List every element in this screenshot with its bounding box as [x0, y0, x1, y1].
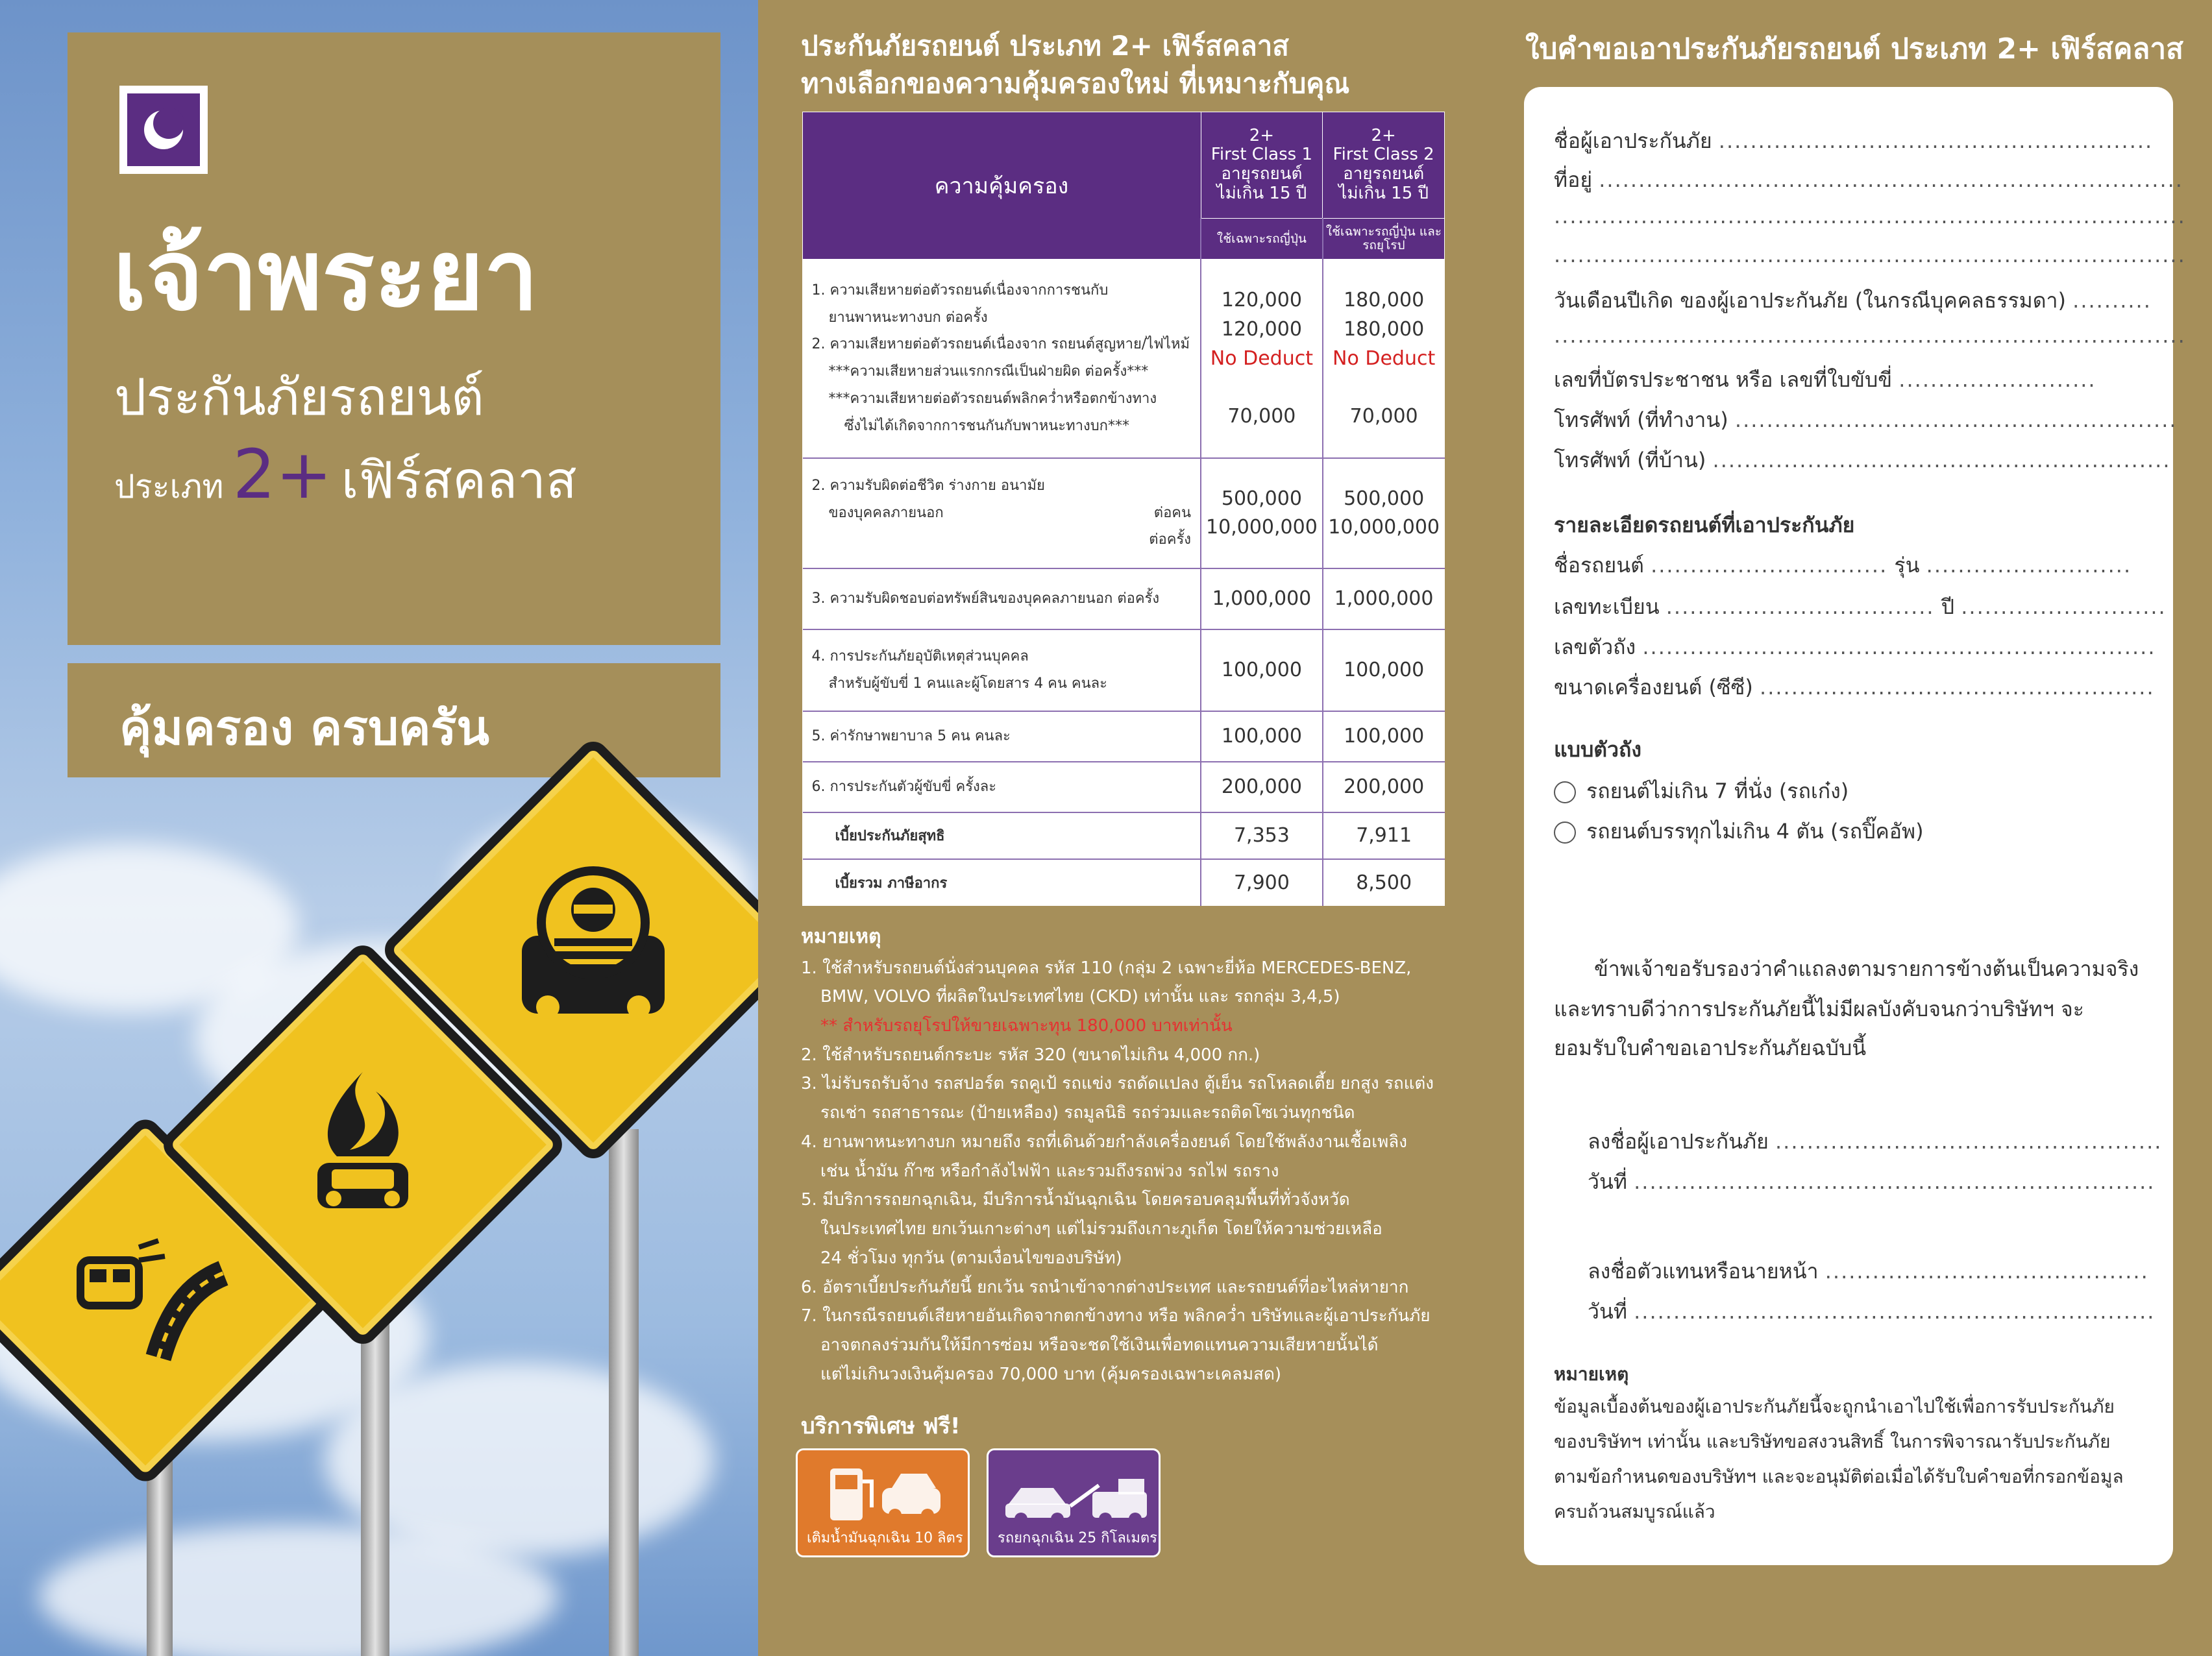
note-line: BMW, VOLVO ที่ผลิตในประเทศไทย (CKD) เท่านั้น และ รถกลุ่ม 3,4,5) — [820, 987, 1340, 1007]
plan2-value: 180,000 180,000 No Deduct 70,000 — [1323, 260, 1445, 458]
notes-title: หมายเหตุ — [801, 925, 881, 948]
coverage-subtitle: ทางเลือกของความคุ้มครองใหม่ ที่เหมาะกับคุณ — [801, 67, 1350, 99]
plan2-value: 500,000 10,000,000 — [1323, 458, 1445, 568]
plan2-restriction: ใช้เฉพาะรถญี่ปุ่น และรถยุโรป — [1323, 218, 1445, 259]
moon-logo-icon — [119, 86, 208, 174]
form-note-line: ครบถ้วนสมบูรณ์แล้ว — [1554, 1501, 1715, 1522]
id-card-field[interactable]: เลขที่บัตรประชาชน หรือ เลขที่ใบขับขี่ ......................... — [1554, 367, 2096, 392]
table-row — [803, 568, 1445, 629]
plan1-value: 100,000 — [1201, 629, 1323, 711]
cover-panel — [0, 0, 758, 1656]
insured-signature-field[interactable]: ลงชื่อผู้เอาประกันภัย ................................................. — [1588, 1129, 2163, 1154]
coverage-item-medical: 5. ค่ารักษาพยาบาล 5 คน คนละ — [803, 711, 1201, 762]
coverage-table — [802, 112, 1445, 906]
plan1-value: 200,000 — [1201, 762, 1323, 812]
agent-signature-field[interactable]: ลงชื่อตัวแทนหรือนายหน้า ......................................... — [1588, 1259, 2149, 1284]
insured-name-field[interactable]: ชื่อผู้เอาประกันภัย ....................................................... — [1554, 128, 2154, 153]
sedan-radio[interactable] — [1554, 781, 1576, 803]
application-form-panel — [1472, 0, 2212, 1656]
services-title: บริการพิเศษ ฟรี! — [801, 1413, 961, 1439]
table-row — [803, 711, 1445, 762]
towing-service-card — [987, 1448, 1161, 1557]
table-row — [803, 458, 1445, 568]
slogan: คุ้มครอง ครบครัน — [119, 700, 489, 756]
plan1-total-premium: 7,900 — [1201, 859, 1323, 906]
table-row — [803, 762, 1445, 812]
form-title: ใบคำขอเอาประกันภัยรถยนต์ ประเภท 2+ เฟิร์สคลาส — [1525, 32, 2183, 66]
towing-service-label: รถยกฉุกเฉิน 25 กิโลเมตร — [998, 1530, 1157, 1546]
plan1-restriction: ใช้เฉพาะรถญี่ปุ่น — [1201, 218, 1323, 259]
coverage-item-vehicle: 1. ความเสียหายต่อตัวรถยนต์เนื่องจากการชนกับ ยานพาหนะทางบก ต่อครั้ง 2. ความเสียหายต่อตัวรถยนต์เนื่องจาก รถยนต์สูญหาย/ไฟไหม้ ***ความเสียหายส่วนแรกกรณีเป็นฝ่ายผิด ต่อครั้ง*** ***ความเสียหายต่อตัวรถยนต์พลิกคว่ำหรือตกข้างทาง ซึ่งไม่ได้เกิดจากการชนกันกับพาหนะทางบก*** — [803, 260, 1201, 458]
fuel-service-label: เติมน้ำมันฉุกเฉิน 10 ลิตร — [807, 1530, 963, 1546]
product-type — [114, 435, 577, 520]
title-box — [68, 32, 720, 645]
plan1-value: 100,000 — [1201, 711, 1323, 762]
note-line: แต่ไม่เกินวงเงินคุ้มครอง 70,000 บาท (คุ้มครองเฉพาะเคลมสด) — [820, 1364, 1282, 1384]
note-line: อาจตกลงร่วมกันให้มีการซ่อม หรือจะชดใช้เงินเพื่อทดแทนความเสียหายนั้นได้ — [820, 1335, 1379, 1355]
skidding-car-icon — [61, 1234, 230, 1367]
body-type-heading: แบบตัวถัง — [1554, 737, 1641, 762]
form-note-line: ข้อมูลเบื้องต้นของผู้เอาประกันภัยนี้จะถูกนำเอาไปใช้เพื่อการรับประกันภัย — [1554, 1396, 2115, 1417]
address-field[interactable]: ที่อยู่ .......................................................................... — [1554, 167, 2183, 192]
form-note-title: หมายเหตุ — [1554, 1363, 1629, 1385]
coverage-column-header: ความคุ้มครอง — [803, 112, 1201, 260]
plan2-value: 100,000 — [1323, 629, 1445, 711]
note-line: ในประเทศไทย ยกเว้นเกาะต่างๆ แต่ไม่รวมถึงเกาะภูเก็ต โดยให้ความช่วยเหลือ — [820, 1219, 1382, 1239]
table-row — [803, 812, 1445, 859]
coverage-item-life: 2. ความรับผิดต่อชีวิต ร่างกาย อนามัย ของบุคคลภายนอก ต่อคน ต่อครั้ง — [803, 458, 1201, 568]
pickup-radio[interactable] — [1554, 822, 1576, 844]
engine-size-field[interactable]: ขนาดเครื่องยนต์ (ซีซี) .................................................. — [1554, 675, 2155, 700]
type-prefix: ประเภท — [114, 468, 224, 505]
product-subtitle: ประกันภัยรถยนต์ — [114, 369, 484, 427]
insured-date-field[interactable]: วันที่ .................................................................. — [1588, 1169, 2156, 1194]
note-line: 7. ในกรณีรถยนต์เสียหายอันเกิดจากตกข้างทาง หรือ พลิกคว่ำ บริษัทและผู้เอาประกันภัย — [801, 1306, 1431, 1326]
agent-date-field[interactable]: วันที่ .................................................................. — [1588, 1299, 2156, 1324]
note-line: 6. อัตราเบี้ยประกันภัยนี้ ยกเว้น รถนำเข้าจากต่างประเทศ และรถยนต์ที่อะไหล่หายาก — [801, 1277, 1409, 1297]
tow-truck-icon — [1002, 1466, 1151, 1528]
note-line: เช่น น้ำมัน ก๊าซ หรือกำลังไฟฟ้า และรวมถึงรถพ่วง รถไฟ รถราง — [820, 1161, 1279, 1181]
plan1-value: 120,000 120,000 No Deduct 70,000 — [1201, 260, 1323, 458]
car-name-field[interactable]: ชื่อรถยนต์ .............................. รุ่น .......................... — [1554, 553, 2132, 578]
plan2-header: 2+ First Class 2 อายุรถยนต์ ไม่เกิน 15 ปี — [1323, 112, 1445, 219]
home-phone-field[interactable]: โทรศัพท์ (ที่บ้าน) .......................................................... — [1554, 448, 2171, 472]
fuel-service-card — [796, 1448, 970, 1557]
plan1-header: 2+ First Class 1 อายุรถยนต์ ไม่เกิน 15 ปี — [1201, 112, 1323, 219]
note-line: ** สำหรับรถยุโรปให้ขายเฉพาะทุน 180,000 บาทเท่านั้น — [820, 1016, 1233, 1036]
fuel-pump-icon — [824, 1462, 947, 1527]
form-note-line: ตามข้อกำหนดของบริษัทฯ และจะอนุมัติต่อเมื่อได้รับใบคำขอที่กรอกข้อมูล — [1554, 1466, 2124, 1487]
plate-field[interactable]: เลขทะเบียน .................................. ปี .......................... — [1554, 594, 2167, 619]
plan2-value: 1,000,000 — [1323, 568, 1445, 629]
note-line: 5. มีบริการรถยกฉุกเฉิน, มีบริการน้ำมันฉุกเฉิน โดยครอบคลุมพื้นที่ทั่วจังหวัด — [801, 1190, 1350, 1210]
declaration-line: ข้าพเจ้าขอรับรองว่าคำแถลงตามรายการข้างต้นเป็นความจริง — [1594, 956, 2139, 981]
plan2-value: 100,000 — [1323, 711, 1445, 762]
type-number: 2+ — [232, 435, 332, 514]
sedan-option[interactable]: รถยนต์ไม่เกิน 7 ที่นั่ง (รถเก๋ง) — [1554, 775, 1849, 808]
declaration-line: และทราบดีว่าการประกันภัยนี้ไม่มีผลบังคับจนกว่าบริษัทฯ จะ — [1554, 997, 2084, 1021]
slogan-box — [68, 663, 720, 777]
sign-pole — [361, 1311, 389, 1656]
coverage-item-bail: 6. การประกันตัวผู้ขับขี่ ครั้งละ — [803, 762, 1201, 812]
sign-pole — [609, 1129, 639, 1656]
table-row — [803, 859, 1445, 906]
car-details-heading: รายละเอียดรถยนต์ที่เอาประกันภัย — [1554, 513, 1855, 537]
plan1-net-premium: 7,353 — [1201, 812, 1323, 859]
plan1-value: 1,000,000 — [1201, 568, 1323, 629]
notes-section — [801, 920, 1450, 1389]
plan2-value: 200,000 — [1323, 762, 1445, 812]
note-line: 4. ยานพาหนะทางบก หมายถึง รถที่เดินด้วยกำลังเครื่องยนต์ โดยใช้พลังงานเชื้อเพลิง — [801, 1132, 1407, 1152]
declaration-line: ยอมรับใบคำขอเอาประกันภัยฉบับนี้ — [1554, 1036, 1867, 1060]
brand-name: เจ้าพระยา — [113, 219, 539, 332]
plan2-total-premium: 8,500 — [1323, 859, 1445, 906]
car-thief-icon — [509, 864, 678, 1036]
total-premium-label: เบี้ยรวม ภาษีอากร — [835, 875, 948, 892]
birthdate-line-2[interactable]: ................................................................................ — [1554, 323, 2186, 348]
note-line: 3. ไม่รับรถรับจ้าง รถสปอร์ต รถคูเป้ รถแข่ง รถดัดแปลง ตู้เย็น รถโหลดเตี้ย ยกสูง รถแต่ง — [801, 1074, 1434, 1094]
note-line: 1. ใช้สำหรับรถยนต์นั่งส่วนบุคคล รหัส 110 (กลุ่ม 2 เฉพาะยี่ห้อ MERCEDES-BENZ, — [801, 958, 1412, 978]
coverage-item-accident: 4. การประกันภัยอุบัติเหตุส่วนบุคคล สำหรับผู้ขับขี่ 1 คนและผู้โดยสาร 4 คน คนละ — [803, 629, 1201, 711]
form-note-line: ของบริษัทฯ เท่านั้น และบริษัทขอสงวนสิทธิ์ ในการพิจารณารับประกันภัย — [1554, 1431, 2111, 1452]
address-line-2[interactable]: ................................................................................ — [1554, 204, 2186, 228]
chassis-field[interactable]: เลขตัวถัง ................................................................. — [1554, 635, 2156, 659]
plan2-net-premium: 7,911 — [1323, 812, 1445, 859]
table-row — [803, 629, 1445, 711]
birthdate-field[interactable]: วันเดือนปีเกิด ของผู้เอาประกันภัย (ในกรณีบุคคลธรรมดา) .......... — [1554, 288, 2152, 313]
coverage-item-property: 3. ความรับผิดชอบต่อทรัพย์สินของบุคคลภายนอก ต่อครั้ง — [803, 568, 1201, 629]
address-line-3[interactable]: ................................................................................ — [1554, 243, 2186, 267]
plan1-value: 500,000 10,000,000 — [1201, 458, 1323, 568]
form-card — [1524, 87, 2186, 1565]
pickup-option[interactable]: รถยนต์บรรทุกไม่เกิน 4 ตัน (รถปิ๊คอัพ) — [1554, 815, 1924, 848]
car-fire-icon — [298, 1065, 428, 1224]
work-phone-field[interactable]: โทรศัพท์ (ที่ทำงาน) ........................................................ — [1554, 408, 2178, 432]
note-line: 24 ชั่วโมง ทุกวัน (ตามเงื่อนไขของบริษัท) — [820, 1248, 1122, 1268]
table-row — [803, 260, 1445, 458]
coverage-panel — [758, 0, 1472, 1656]
note-line: 2. ใช้สำหรับรถยนต์กระบะ รหัส 320 (ขนาดไม่เกิน 4,000 กก.) — [801, 1045, 1260, 1065]
note-line: รถเช่า รถสาธารณะ (ป้ายเหลือง) รถมูลนิธิ รถร่วมและรถติดโซเว่นทุกชนิด — [820, 1103, 1355, 1123]
coverage-title: ประกันภัยรถยนต์ ประเภท 2+ เฟิร์สคลาส — [801, 30, 1289, 62]
type-name: เฟิร์สคลาส — [341, 452, 577, 510]
net-premium-label: เบี้ยประกันภัยสุทธิ — [803, 812, 1201, 859]
